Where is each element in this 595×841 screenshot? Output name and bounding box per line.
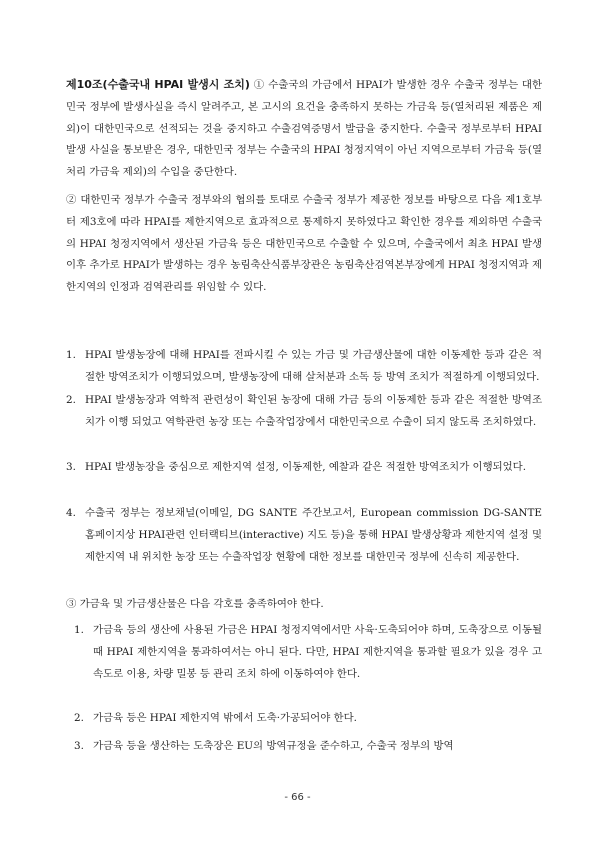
list-item: 1. HPAI 발생농장에 대해 HPAI를 전파시킬 수 있는 가금 및 가금생산물에 대한 이동제한 등과 같은 적절한 방역조치가 이행되었으며, 발생농장에 대해 살처분과 소독 등 방역 조치가 적절하게 이행되었다.: [66, 349, 542, 383]
list-item: 3. HPAI 발생농장을 중심으로 제한지역 설정, 이동제한, 예찰과 같은 적절한 방역조치가 이행되었다.: [66, 461, 527, 473]
article-title: 제10조(수출국내 HPAI 발생시 조치): [66, 78, 250, 91]
article-10-paragraph-3: ③ 가금육 및 가금생산물은 다음 각호를 충족하여야 한다.: [66, 598, 324, 610]
list-item: 2. HPAI 발생농장과 역학적 관련성이 확인된 농장에 대해 가금 등의 이동제한 등과 같은 적절한 방역조치가 이행 되었고 역학관련 농장 또는 수출작업장에서 대한민국으로 수출이 되지 않도록 조치하였다.: [66, 394, 542, 428]
list-item: 4. 수출국 정부는 정보채널(이메일, DG SANTE 주간보고서, European commission DG-SANTE 홈페이지상 HPAI관련 인터랙티브(interactive) 지도 등)을 통해 HPAI 발생상황과 제한지역 설정 및 제한지역 내 위치한 농장 또는 수출작업장 현황에 대한 정보를 대한민국 정부에 신속히 제공한다.: [66, 507, 542, 563]
article-10-paragraph-1: [66, 74, 542, 184]
list-item: 3. 가금육 등을 생산하는 도축장은 EU의 방역규정을 준수하고, 수출국 정부의 방역: [74, 740, 454, 752]
article-10-paragraph-2: ② 대한민국 정부가 수출국 정부와의 협의를 토대로 수출국 정부가 제공한 정보를 바탕으로 다음 제1호부터 제3호에 따라 HPAI를 제한지역으로 효과적으로 통제하지 못하였다고 확인한 경우를 제외하면 수출국의 HPAI 청정지역에서 생산된 가금육 등은 대한민국으로 수출할 수 있으며, 수출국에서 최초 HPAI 발생 이후 추가로 HPAI가 발생하는 경우 농림축산식품부장관은 농림축산검역본부장에게 HPAI 청정지역과 제한지역의 인정과 검역관리를 위임할 수 있다.: [66, 194, 542, 294]
page-number: - 66 -: [284, 792, 311, 803]
list-item: 2. 가금육 등은 HPAI 제한지역 밖에서 도축·가공되어야 한다.: [74, 712, 357, 724]
list-item: 1. 가금육 등의 생산에 사용된 가금은 HPAI 청정지역에서만 사육·도축되어야 하며, 도축장으로 이동될 때 HPAI 제한지역을 통과하여서는 아니 된다. 다만, HPAI 제한지역을 통과할 필요가 있을 경우 고속도로 이용, 차량 밀봉 등 관리 조치 하에 이동하여야 한다.: [74, 624, 542, 680]
paragraph-1-text: ① 수출국의 가금에서 HPAI가 발생한 경우 수출국 정부는 대한민국 정부에 발생사실을 즉시 알려주고, 본 고시의 요건을 충족하지 못하는 가금육 등(열처리된 제품은 제외)이 대한민국으로 선적되는 것을 중지하고 수출검역증명서 발급을 중지한다. 수출국 정부로부터 HPAI 발생 사실을 통보받은 경우, 대한민국 정부는 수출국의 HPAI 청정지역이 아닌 지역으로부터 가금육 등(열처리 가금육 제외)의 수입을 중단한다.: [66, 79, 542, 179]
